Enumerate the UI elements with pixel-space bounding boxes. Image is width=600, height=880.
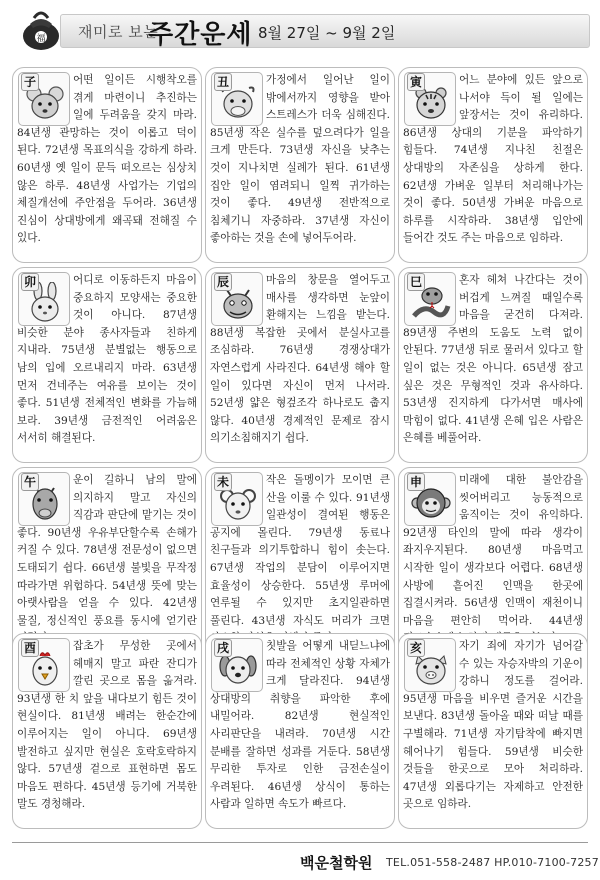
footer-name: 백운철학원: [300, 854, 373, 872]
fortune-text: 운이 길하니 남의 말에 의지하지 말고 자신의 직감과 판단에 맡기는 것이 좋다. 90년생 우유부단할수록 손해가 커질 수 있다. 78년생 전문성이 없으면 도태되기 쉽다. 66년생 불빛을 무작정 따라가면 위험하다. 54년생 뜻에 맞는 아랫사람을 얻을 수 있다. 42년생 물질, 정신적인 풍요를 동시에 얻기란: [17, 474, 197, 627]
fortune-text: 작은 돌멩이가 모이면 큰 산을 이룰 수 있다. 91년생 일관성이 결여된 행동은 공지에 몰린다. 79년생 동료나 친구들과 의기투합하니 힘이 솟는다. 67년생 작업의 분담이 이루어지면 효율성이 상승한다. 55년생 루머에 연루될 수 있지만 초지일관하면 풀린다. 43년생 자식도 머리가 크면: [210, 474, 390, 627]
fortune-text: 혼자 헤쳐 나간다는 것이 버겁게 느껴질 때일수록 마음을 굳건히 다져라. 89년생 주변의 도움도 노력 없이 안된다. 77년생 뒤로 물러서 있다고 할 일이 없는 것은 아니다. 65년생 잠고 싶은 것은 무형적인 것과 유사하다. 53년생 진지하게 다가서면 매사에 막힘이 없다. 41년생 은혜 입은 사람은 은혜를 베풀어라.: [403, 274, 583, 445]
zodiac-card-dragon: [205, 267, 395, 463]
zodiac-card-rabbit: [12, 267, 202, 463]
zodiac-char: 酉: [21, 639, 39, 657]
zodiac-char: 丑: [214, 73, 232, 91]
header-subtitle: 재미로 보는: [78, 23, 159, 41]
zodiac-char: 申: [407, 473, 425, 491]
fortune-text: 미래에 대한 불안감을 씻어버리고 능동적으로 움직이는 것이 유익하다. 92년생 타인의 말에 따라 생각이 좌지우지된다. 80년생 마음먹고 시작한 일이 생각보다 어렵다. 68년생 사방에 흩어진 인맥을 한곳에 집결시켜라. 56년생 인맥이 재천이니 마음을 편안히 먹어라. 44년생: [403, 474, 583, 627]
svg-text:福: 福: [36, 34, 46, 44]
fortune-text: 잡초가 무성한 곳에서 헤매지 말고 파란 잔디가 깔린 곳으로 몸을 옮겨라. 93년생 한 치 앞을 내다보기 힘든 것이 현실이다. 81년생 배려는 한순간에 이루어지는 일이 아니다. 69년생 발전하고 싶지만 현실은 호락호락하지 않다. 57년생 겉으로 표현하면 몸도 마음도 편하다. 45년생 등기에 거북한 말도 경청해라.: [17, 640, 197, 811]
zodiac-char: 亥: [407, 639, 425, 657]
page-title: 주간운세: [148, 20, 253, 50]
fortune-text: 칫발을 어떻게 내딛느냐에 따라 전체적인 상황 자체가 크게 달라진다. 94년생 상대방의 취향을 파악한 후에 내밀어라. 82년생 현실적인 사리판단을 내려라. 70년생 시간 분배를 잘하면 성과를 거둔다. 58년생 무리한 투자로 인한 금전손실이 우려된다. 46년생 상식이 통하는 사람과 일하면 속도가 빠르다.: [210, 640, 390, 811]
footer-divider: [12, 842, 588, 843]
fortune-pouch-icon: [16, 6, 66, 52]
zodiac-char: 戌: [214, 639, 232, 657]
zodiac-card-dog: [205, 633, 395, 829]
fortune-text: 어디로 이동하든지 마음이 중요하지 모양새는 중요한 것이 아니다. 87년생 비슷한 분야 종사자들과 친하게 지내라. 75년생 분별없는 행동으로 남의 입에 오르내리지 마라. 63년생 먼저 건네주는 여유를 보이는 것이 좋다. 51년생 전체적인 변화를 가늠해 보라. 39년생 금전적인 어려움은 서서히 해결된다.: [17, 274, 197, 445]
fortune-text: 어느 분야에 있든 앞으로 나서야 득이 될 일에는 앞장서는 것이 유리하다. 86년생 상대의 기분을 파악하기 힘들다. 74년생 지나친 친절은 상대방의 자존심을 상하게 한다. 62년생 가벼운 일부터 처리해나가는 것이 좋다. 50년생 가벼운 마음으로 하루를 시작하라. 38년생 입안에 들어간 것도 주는 마음으로 임하라.: [403, 74, 583, 245]
zodiac-card-tiger: [398, 67, 588, 263]
fortune-text: 자기 죄에 자기가 넘어갈 수 있는 자승자박의 기운이 강하니 정도를 걸어라. 95년생 마음을 비우면 즐거운 시간을 보낸다. 83년생 돌아올 때와 떠날 때를 구별해라. 71년생 자기탐착에 빠지면 헤어나기 힘들다. 59년생 비슷한 것들을 한곳으로 모아 처리하라. 47년생 외롭다기는 자제하고 안전한 곳으로 임하라.: [403, 640, 583, 811]
zodiac-card-rat: [12, 67, 202, 263]
footer-contact: TEL.051-558-2487 HP.010-7100-7257: [386, 856, 599, 869]
zodiac-char: 卯: [21, 273, 39, 291]
zodiac-card-ox: [205, 67, 395, 263]
zodiac-card-pig: [398, 633, 588, 829]
fortune-text: 어떤 일이든 시행착오를 겪게 마련이니 추진하는 일에 두려움을 갖지 마라. 84년생 관망하는 것이 이롭고 덕이 된다. 72년생 목표의식을 강하게 하라. 60년생 옛 일이 문득 떠오르는 심상치 않은 하루. 48년생 사업가는 기업의 체질개선에 주안점을 두어라. 36년생 진심이 상대방에게 왜곡돼 전해질 수 있다.: [17, 74, 197, 245]
zodiac-card-rooster: [12, 633, 202, 829]
zodiac-char: 巳: [407, 273, 425, 291]
fortune-text: 가정에서 일어난 일이 밖에서까지 영향을 받아 스트레스가 더욱 심해진다. 85년생 작은 실수를 덮으려다가 일을 크게 만든다. 73년생 자신을 낮추는 것이 지나치면 실례가 된다. 61년생 집안 일이 염려되니 일찍 귀가하는 것이 좋다. 49년생 전반적으로 침체기니 자중하라. 37년생 자신이 좋아하는 것을 손에 넣어두어라.: [210, 74, 390, 245]
date-range: 8월 27일 ~ 9월 2일: [258, 24, 396, 42]
zodiac-char: 寅: [407, 73, 425, 91]
zodiac-char: 午: [21, 473, 39, 491]
fortune-text: 마음의 창문을 열어두고 매사를 생각하면 눈앞이 환해지는 느낌을 받는다. 88년생 복잡한 곳에서 분실사고를 조심하라. 76년생 경쟁상대가 자연스럽게 사라진다. 64년생 해야 할 일이 있다면 자신이 먼저 나서라. 52년생 얇은 형겊조각 하나로도 춥지 않다. 40년생 경제적인 문제로 잠시 의기소침해지기 쉽다.: [210, 274, 390, 445]
zodiac-card-snake: [398, 267, 588, 463]
zodiac-char: 辰: [214, 273, 232, 291]
zodiac-char: 子: [21, 73, 39, 91]
page-header: [0, 0, 600, 56]
zodiac-char: 未: [214, 473, 232, 491]
